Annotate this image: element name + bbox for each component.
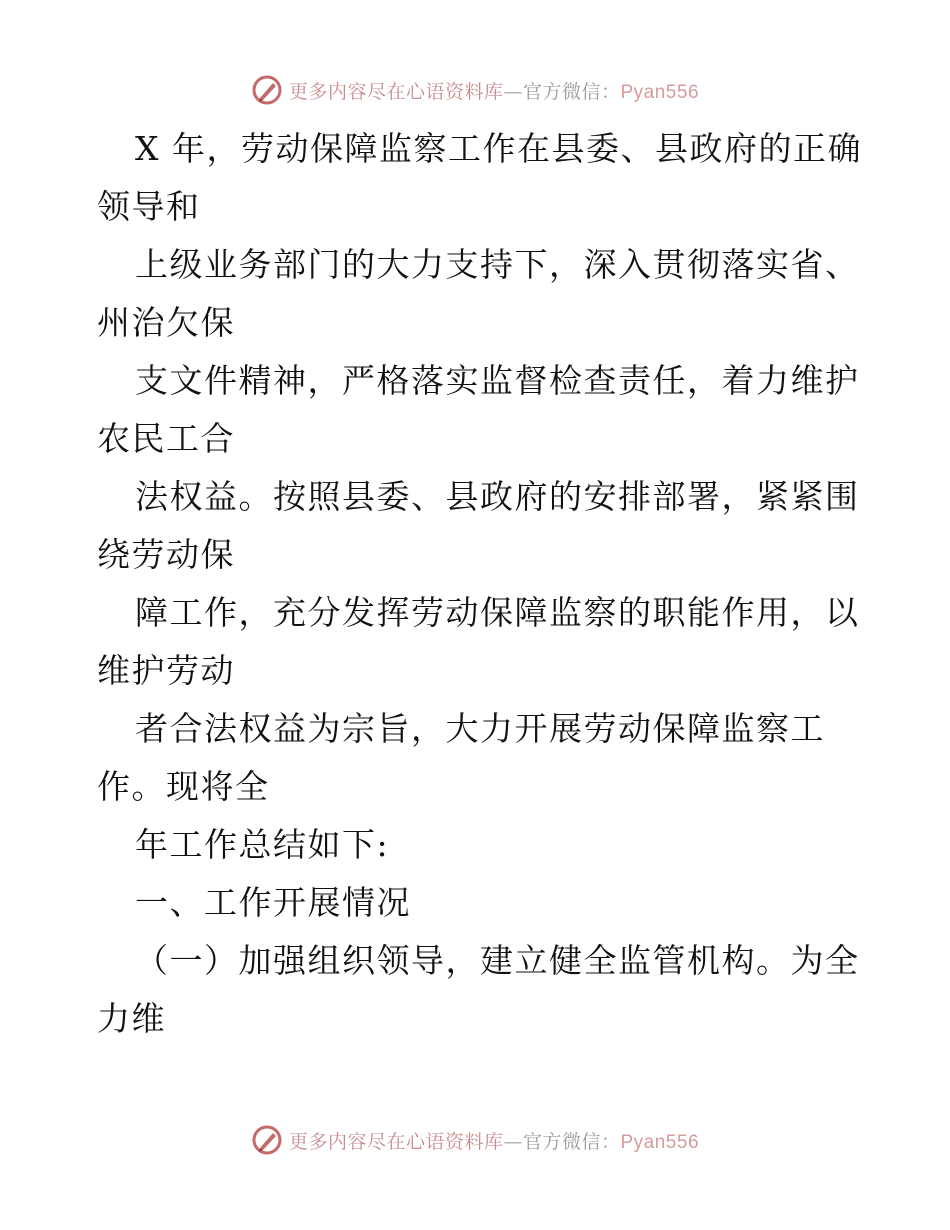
pen-logo-icon — [251, 74, 283, 106]
text-line: 障工作，充分发挥劳动保障监察的职能作用，以 — [135, 593, 860, 632]
watermark-text: 更多内容尽在心语资料库—官方微信：Pyan556 — [288, 80, 700, 103]
text-line: 维护劳动 — [97, 651, 235, 690]
text-line: 一、工作开展情况 — [135, 883, 411, 922]
text-line: 农民工合 — [97, 419, 235, 458]
text-line: 年工作总结如下: — [135, 825, 390, 864]
footer-watermark — [0, 1120, 950, 1160]
header-watermark — [0, 70, 950, 110]
document-body — [97, 120, 867, 1048]
text-line: （一）加强组织领导，建立健全监管机构。为全 — [135, 941, 860, 980]
text-line: X 年，劳动保障监察工作在县委、县政府的正确 — [135, 129, 862, 168]
text-line: 州治欠保 — [97, 303, 235, 342]
text-line: 作。现将全 — [97, 767, 270, 806]
text-line: 上级业务部门的大力支持下，深入贯彻落实省、 — [135, 245, 860, 284]
text-line: 力维 — [97, 999, 166, 1038]
text-line: 法权益。按照县委、县政府的安排部署，紧紧围 — [135, 477, 860, 516]
text-line: 领导和 — [97, 187, 201, 226]
text-line: 绕劳动保 — [97, 535, 235, 574]
watermark-text: 更多内容尽在心语资料库—官方微信：Pyan556 — [288, 1130, 700, 1153]
text-line: 支文件精神，严格落实监督检查责任，着力维护 — [135, 361, 860, 400]
text-line: 者合法权益为宗旨，大力开展劳动保障监察工 — [135, 709, 825, 748]
pen-logo-icon — [251, 1124, 283, 1156]
